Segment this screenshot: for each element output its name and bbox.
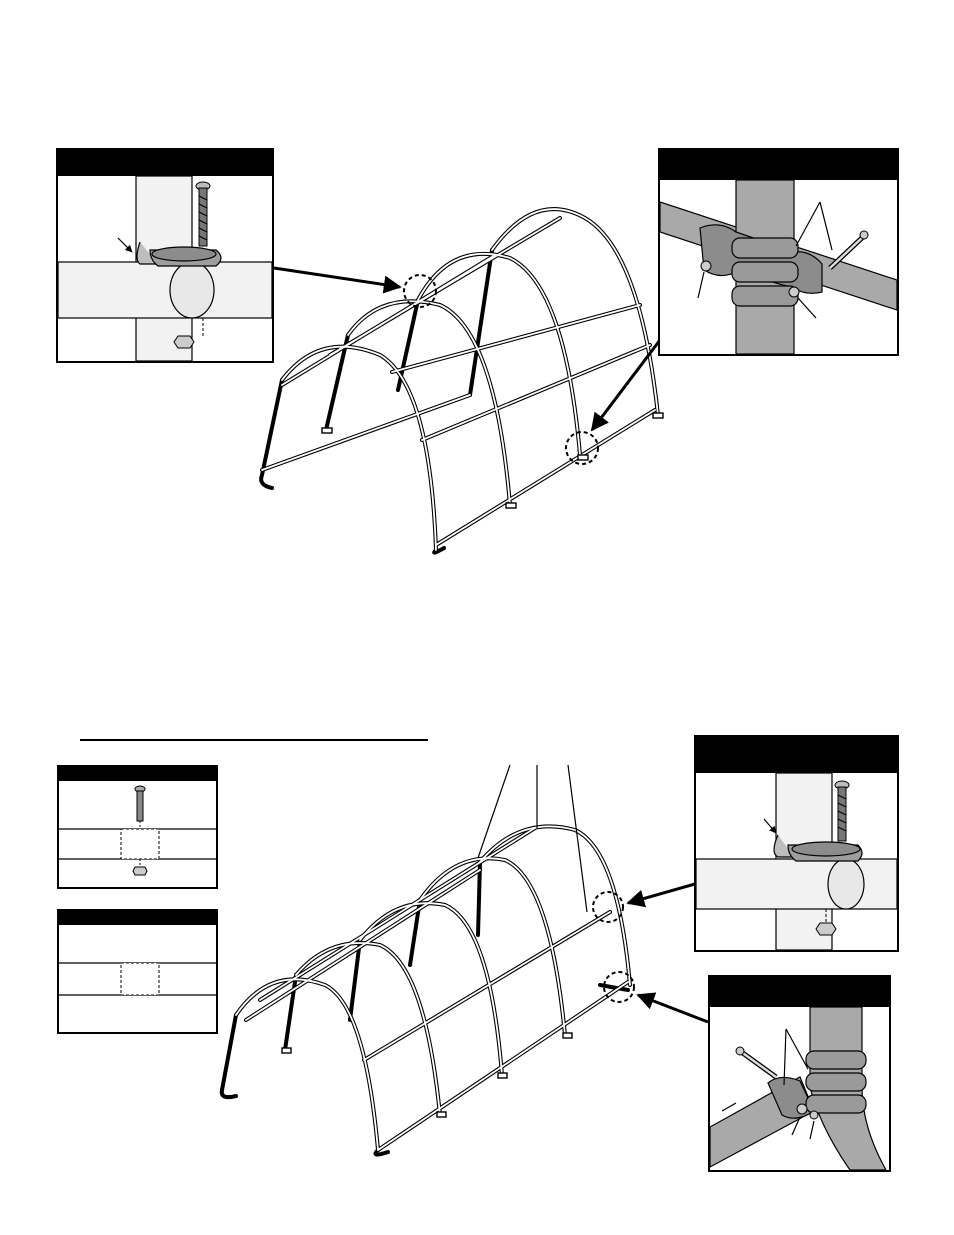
bolt-icon [196,182,210,246]
bolt-icon [135,786,145,829]
panel-header-bar [59,767,216,781]
upper-frame [261,209,658,552]
panel-caption [660,158,666,172]
section-heading [80,722,428,738]
panel-header-bar [59,911,216,925]
panel-caption [710,985,716,999]
panel-header-bar [696,737,897,773]
pointer-arrow [628,884,695,903]
bolt-icon [835,781,849,841]
panel-header-bar [58,150,272,176]
pointer-arrow [274,268,400,287]
nut-icon [133,867,147,875]
detail-panel-lower-right-bottom [708,975,891,1172]
panel-header-bar [710,977,889,1007]
panel-caption [58,156,64,170]
detail-panel-upper-right [658,148,899,356]
bolt-icon [830,231,868,268]
bolt-icon [736,1047,776,1077]
nut-icon [701,261,711,271]
detail-panel-lower-left-top [57,765,218,889]
detail-panel-upper-left [56,148,274,363]
panel-header-bar [660,150,897,180]
nut-icon [174,336,194,348]
detail-panel-lower-left-bottom [57,909,218,1034]
nut-icon [810,1111,818,1119]
nut-icon [797,1104,807,1114]
panel-caption [696,748,702,762]
pointer-arrow [638,995,708,1022]
nut-icon [816,923,836,935]
detail-panel-lower-right-top [694,735,899,952]
nut-icon [789,287,799,297]
lower-frame [222,826,630,1154]
